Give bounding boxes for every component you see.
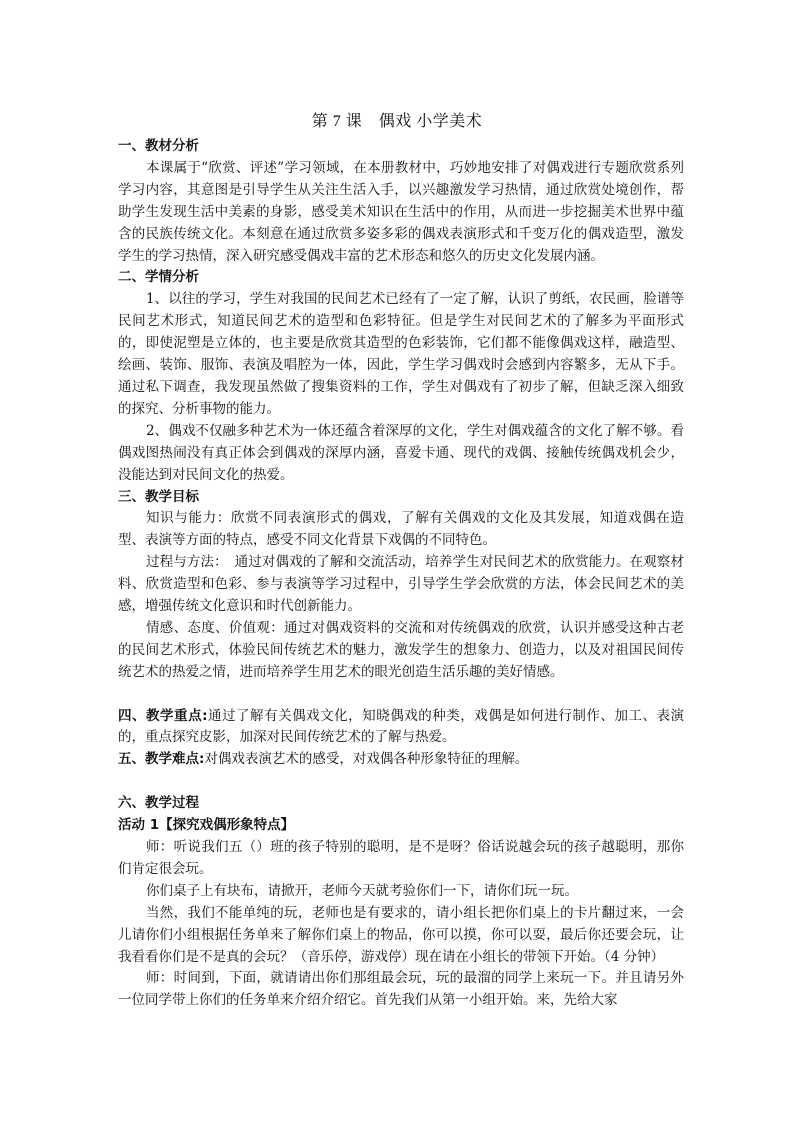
document-body — [118, 136, 684, 1012]
paragraph: 师：时间到，下面，就请请出你们那组最会玩，玩的最溜的同学上来玩一下。并且请另外一位同学带上你们的任务单来介绍介绍它。首先我们从第一小组开始。来，先给大家 — [118, 970, 684, 1009]
paragraph: 当然，我们不能单纯的玩，老师也是有要求的，请小组长把你们桌上的卡片翻过来，一会儿请你们小组根据任务单来了解你们桌上的物品，你可以摸，你可以耍，最后你还要会玩，让我看看你们是不是真的会玩？（音乐停，游戏停）现在请在小组长的带领下开始。（4 分钟） — [118, 904, 684, 965]
section-heading-textbook-analysis: 一、教材分析 — [118, 138, 199, 154]
section-heading-student-analysis: 二、学情分析 — [118, 269, 199, 286]
focus-text: 通过了解有关偶戏文化，知晓偶戏的种类，戏偶是如何进行制作、加工、表演的，重点探究皮影，加深对民间传统艺术的了解与热爱。 — [118, 707, 685, 746]
page-title: 第 7 课 偶戏 小学美术 — [311, 113, 483, 130]
section-heading-difficulty: 五、教学难点: — [118, 751, 205, 768]
spacer — [118, 684, 684, 706]
section-heading-teaching-goals: 三、教学目标 — [118, 488, 199, 505]
teaching-difficulty — [118, 749, 684, 771]
spacer — [118, 771, 684, 793]
paragraph: 本课属于“欣赏、评述”学习领域，在本册教材中，巧妙地安排了对偶戏进行专题欣赏系列学习内容，其意图是引导学生从关注生活入手，以兴趣激发学习热情，通过欣赏处境创作，帮助学生发现生活中美素的身影，感受美术知识在生活中的作用，从而进一步挖掘美术世界中蕴含的民族传统文化。本刻意在通过欣赏多姿多彩的偶戏表演形式和千变万化的偶戏造型，激发学生的学习热情，深入研究感受偶戏丰富的艺术形态和悠久的历史文化发展内涵。 — [118, 159, 684, 264]
paragraph: 情感、态度、价值观：通过对偶戏资料的交流和对传统偶戏的欣赏，认识并感受这种古老的民间艺术形式，体验民间传统艺术的魅力，激发学生的想象力、创造力，以及对祖国民间传统艺术的热爱之情，进而培养学生用艺术的眼光创造生活乐趣的美好情感。 — [118, 619, 684, 680]
paragraph: 你们桌子上有块布，请掀开，老师今天就考验你们一下，请你们玩一玩。 — [146, 882, 578, 899]
paragraph: 师：听说我们五（）班的孩子特别的聪明，是不是呀？俗话说越会玩的孩子越聪明，那你们肯定很会玩。 — [118, 838, 684, 877]
paragraph: 过程与方法： 通过对偶戏的了解和交流活动，培养学生对民间艺术的欣赏能力。在观察材料、欣赏造型和色彩、参与表演等学习过程中，引导学生学会欣赏的方法，体会民间艺术的美感，增强传统文化意识和时代创新能力。 — [118, 554, 684, 615]
activity-heading: 活动 1【探究戏偶形象特点】 — [118, 817, 295, 834]
paragraph: 知识与能力：欣赏不同表演形式的偶戏，了解有关偶戏的文化及其发展，知道戏偶在造型、表演等方面的特点，感受不同文化背景下戏偶的不同特色。 — [118, 510, 684, 549]
paragraph: 1、以往的学习，学生对我国的民间艺术已经有了一定了解，认识了剪纸，农民画，脸谱等民间艺术形式，知道民间艺术的造型和色彩特征。但是学生对民间艺术的了解多为平面形式的，即使泥塑是立体的，也主要是欣赏其造型的色彩装饰，它们都不能像偶戏这样，融造型、绘画、装饰、服饰、表演及唱腔为一体，因此，学生学习偶戏时会感到内容繁多，无从下手。通过私下调查，我发现虽然做了搜集资料的工作，学生对偶戏有了初步了解，但缺乏深入细致的探究、分析事物的能力。 — [118, 291, 684, 417]
paragraph: 2、偶戏不仅融多种艺术为一体还蕴含着深厚的文化，学生对偶戏蕴含的文化了解不够。看偶戏图热闹没有真正体会到偶戏的深厚内涵，喜爱卡通、现代的戏偶、接触传统偶戏机会少，没能达到对民间文化的热爱。 — [118, 422, 684, 483]
difficulty-text: 对偶戏表演艺术的感受，对戏偶各种形象特征的理解。 — [204, 751, 529, 768]
section-heading-teaching-process: 六、教学过程 — [118, 795, 199, 812]
teaching-focus — [118, 706, 684, 750]
section-heading-focus: 四、教学重点: — [118, 707, 208, 724]
